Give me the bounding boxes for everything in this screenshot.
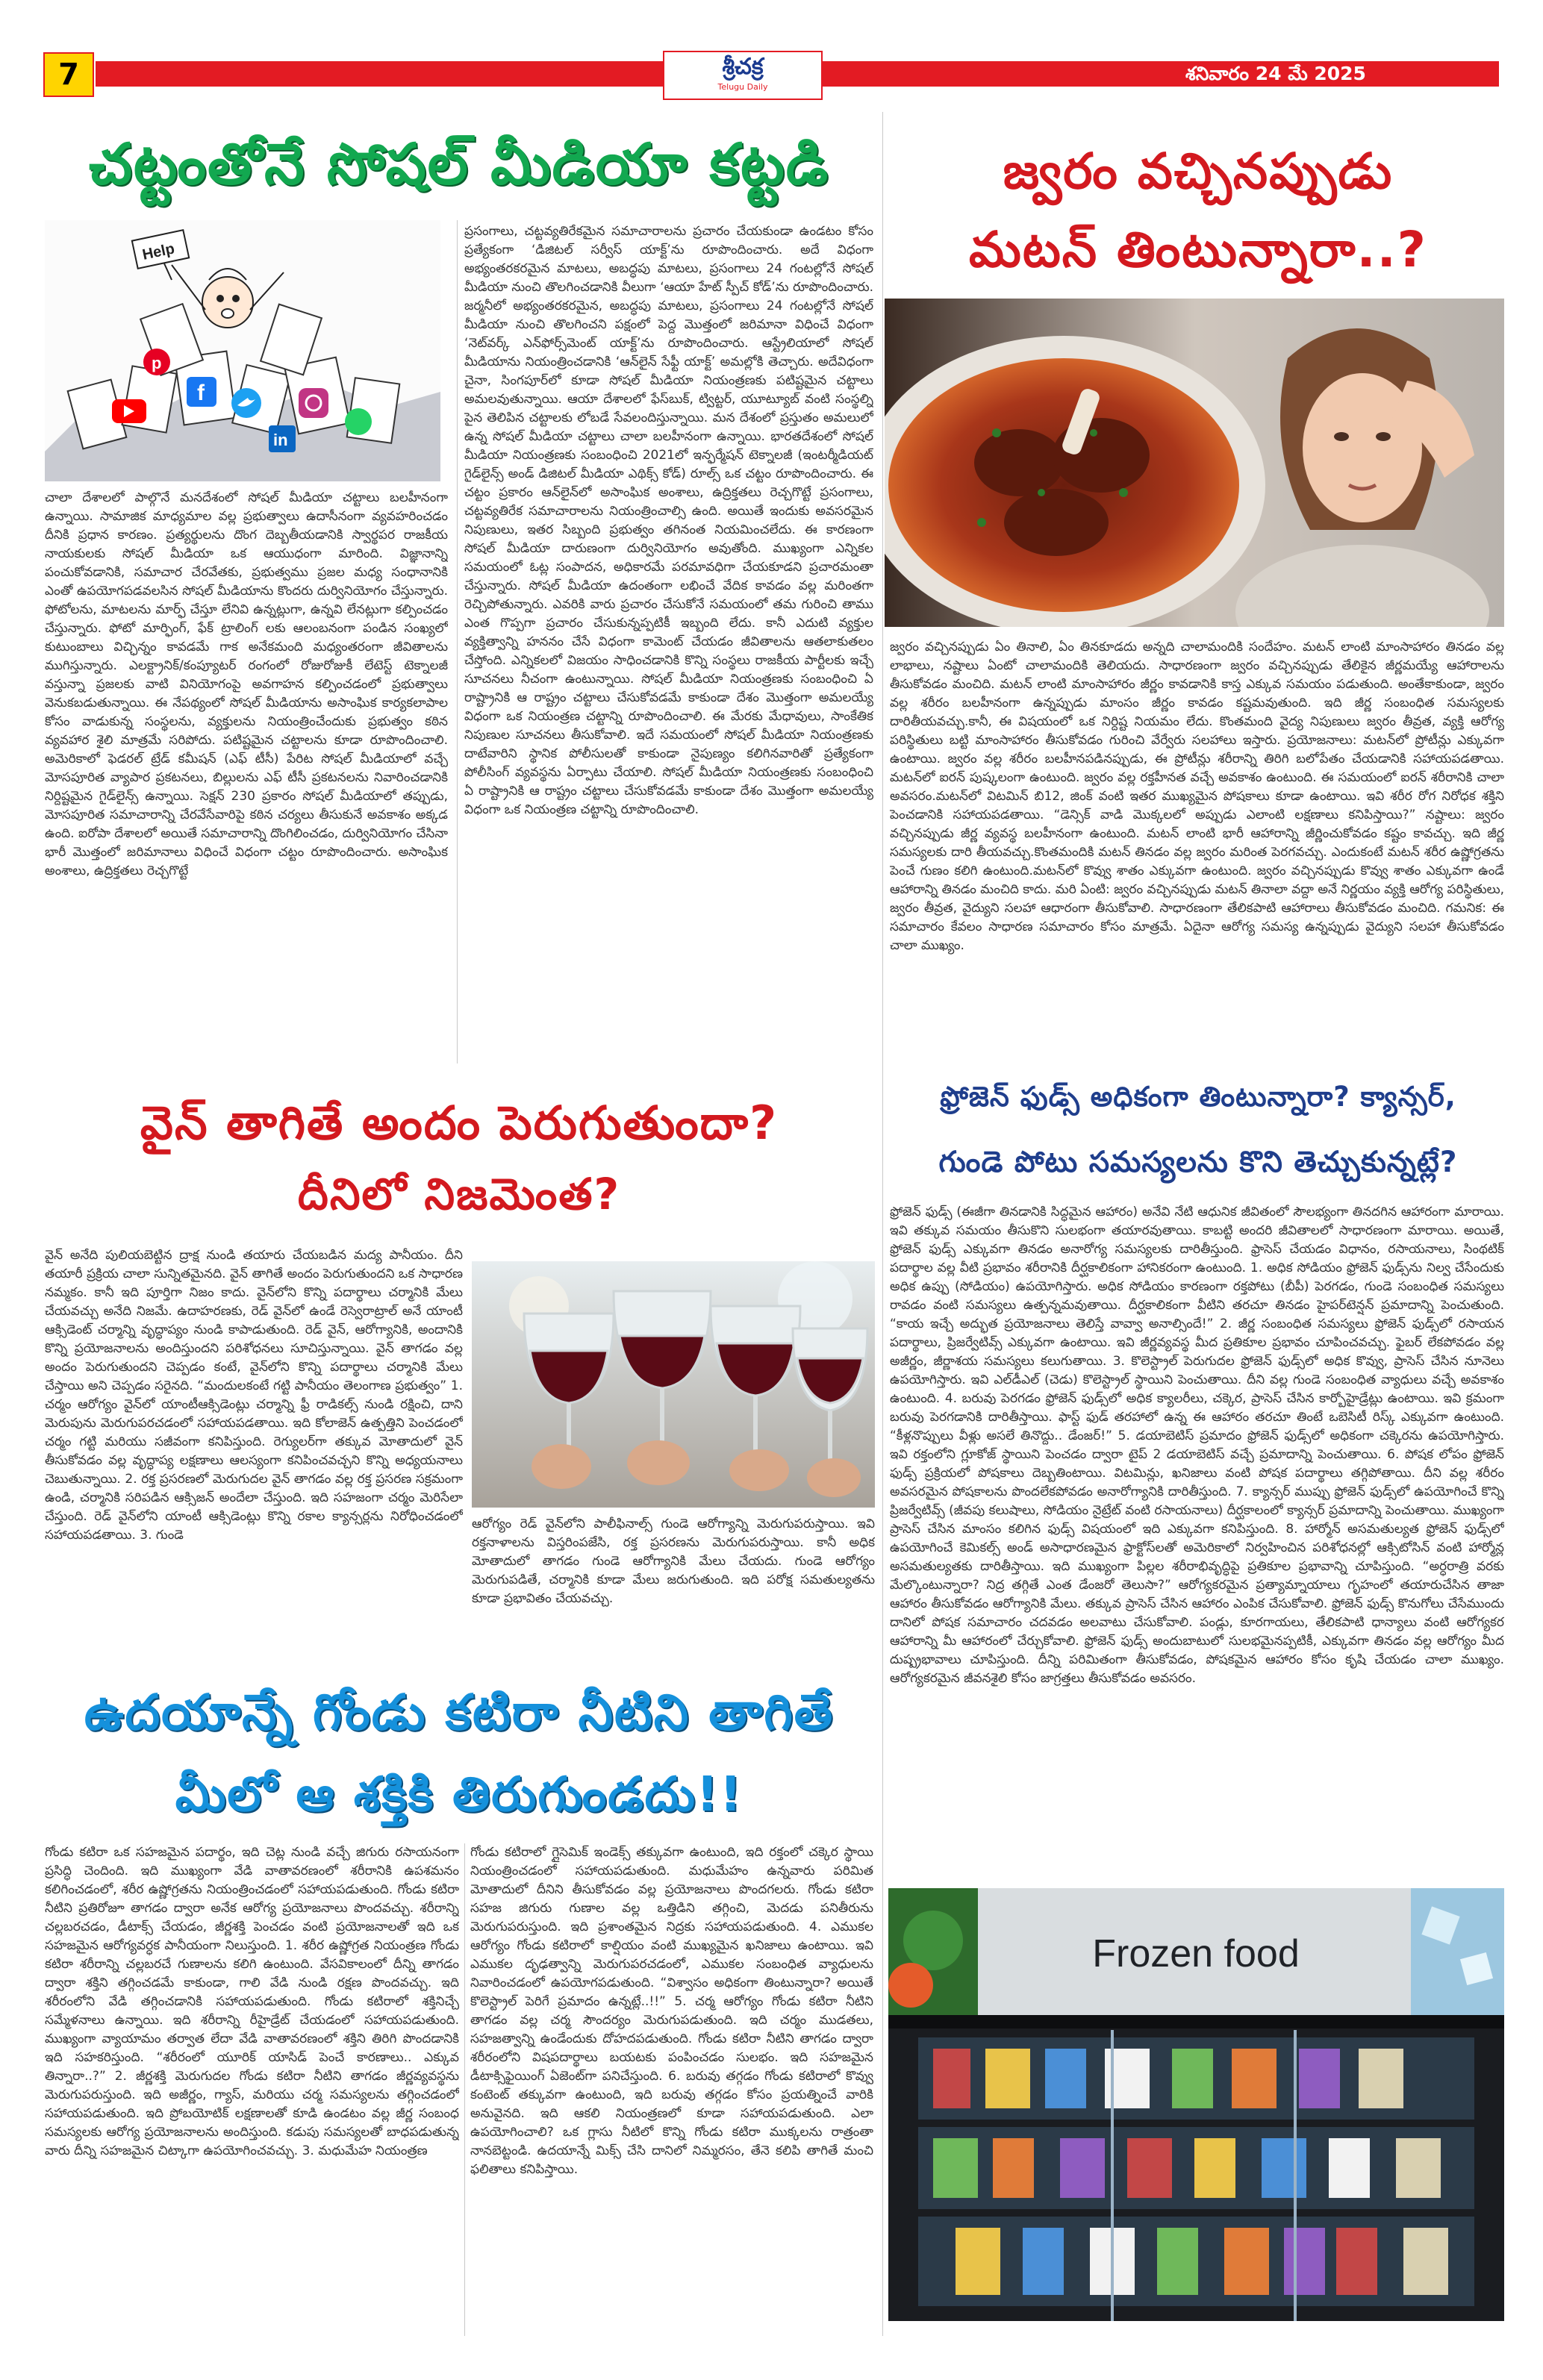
page-column-divider — [882, 112, 883, 2336]
gondu-paragraph-2: గోండు కటిరాలో గ్లైసెమిక్ ఇండెక్స్ తక్కువగా ఉంటుంది, ఇది రక్తంలో చక్కెర స్థాయి నియంత్రించడంలో సహాయపడుతుంది. మధుమేహం ఉన్నవారు పరిమిత మోతాదులో దీనిని తీసుకోవడం వల్ల ప్రయోజనాలు పొందగలరు. గోండు కటిరా సహజ జిగురు గుణాల వల్ల ఒత్తిడిని తగ్గించి, మెదడు పనితీరును మెరుగుపరుస్తుంది. ఇది ప్రశాంతమైన నిద్రకు సహాయపడుతుంది. 4. ఎముకల ఆరోగ్యం గోండు కటిరాలో కాల్షియం వంటి ముఖ్యమైన ఖనిజాలు ఉంటాయి. ఇవి ఎముకల దృఢత్వాన్ని మెరుగుపరచడంలో, ఎముకల సంబంధిత వ్యాధులను నివారించడంలో ఉపయోగపడుతుంది. “విశ్వాసం అధికంగా తింటున్నారా? అయితే కొలెస్ట్రాల్ పెరిగే ప్రమాదం ఉన్నట్లే..!!” 5. చర్మ ఆరోగ్యం గోండు కటిరా నీటిని తాగడం వల్ల చర్మ సౌందర్యం మెరుగుపడుతుంది. ఇది చర్మం ముడతలు, సహజత్వాన్ని ఉండేందుకు దోహదపడుతుంది. గోండు కటిరా నీటిని తాగడం ద్వారా శరీరంలోని విషపదార్థాలు బయటకు పంపించడం సులభం. ఇది సహజమైన డీటాక్సిఫైయింగ్ ఏజెంట్‌గా పనిచేస్తుంది. 6. బరువు తగ్గడం గోండు కటిరాలో కొవ్వు కంటెంట్ తక్కువగా ఉంటుంది, ఇది బరువు తగ్గడం కోసం ప్రయత్నించే వారికి అనువైనది. ఇది ఆకలి నియంత్రణలో కూడా సహాయపడుతుంది. ఎలా ఉపయోగించాలి? ఒక గ్లాసు నీటిలో కొన్ని గోండు కటిరా ముక్కలను రాత్రంతా నానబెట్టండి. ఉదయాన్నే మిక్స్ చేసి దానిలో నిమ్మరసం, తేనె కలిపి తాగితే మంచి ఫలితాలు కనిపిస్తాయి. — [470, 1845, 873, 2177]
svg-text:p: p — [152, 354, 162, 372]
frozen-paragraph: ఫ్రోజెన్ ఫుడ్స్ (ఈజీగా తినడానికి సిద్ధమైన ఆహారం) అనేవి నేటి ఆధునిక జీవితంలో సౌలభ్యంగా తినదగిన ఆహారంగా మారాయి. ఇవి తక్కువ సమయం తీసుకొని సులభంగా తయారవుతాయి. కాబట్టి అందరి జీవితాలలో సాధారణంగా మారాయి. అయితే, ఫ్రోజెన్ ఫుడ్స్ ఎక్కువగా తినడం అనారోగ్య సమస్యలకు దారితీస్తుంది. ఫ్రాసెస్ చేయడం విధానం, రసాయనాలు, సింథటిక్ పదార్థాల వల్ల వీటి ప్రభావం శరీరానికి దీర్ఘకాలికంగా హానికరంగా ఉంటుంది. 1. అధిక సోడియం ఫ్రోజెన్ ఫుడ్స్‌ను నిల్వ చేసేందుకు అధిక ఉప్పు (సోడియం) ఉపయోగిస్తారు. అధిక సోడియం కారణంగా రక్తపోటు (బీపీ) పెరగడం, గుండె సంబంధిత సమస్యలు రావడం వంటి సమస్యలు ఉత్పన్నమవుతాయి. దీర్ఘకాలికంగా వీటిని తరచూ తినడం హైపర్‌టెన్షన్ ప్రమాదాన్ని పెంచుతుంది. “కాయ ఇచ్చే అద్భుత ప్రయోజనాలు తెలిస్తే వావ్వా అనాల్సిందే!” 2. జీర్ణ సంబంధిత సమస్యలు ఫ్రోజెన్ ఫుడ్స్‌లో రసాయన పదార్థాలు, ప్రిజర్వేటివ్స్ ఎక్కువగా ఉంటాయి. ఇవి జీర్ణవ్యవస్థ మీద ప్రతికూల ప్రభావం చూపించవచ్చు. ఫైబర్ లేకపోవడం వల్ల అజీర్ణం, జీర్ణాశయ సమస్యలు కలుగుతాయి. 3. కొలెస్ట్రాల్ పెరుగుదల ఫ్రోజెన్ ఫుడ్స్‌లో అధిక కొవ్వు, ప్రాసెస్ చేసిన నూనెలు ఉపయోగిస్తారు. ఇవి ఎల్‌డీఎల్ (చెడు) కొలెస్ట్రాల్ స్థాయిని పెంచుతాయి. దీని వల్ల గుండె సంబంధిత వ్యాధులు వచ్చే అవకాశం ఉంటుంది. 4. బరువు పెరగడం ఫ్రోజెన్ ఫుడ్స్‌లో అధిక క్యాలరీలు, చక్కెర, ప్రాసెస్ చేసిన కార్బోహైడ్రేట్లు ఉంటాయి. ఇవి క్రమంగా బరువు పెరగడానికి దారితీస్తాయి. ఫాస్ట్ ఫుడ్ తరహాలో ఉన్న ఈ ఆహారం తరచూ తింటే ఒబెసిటీ రిస్క్ ఎక్కువగా ఉంటుంది. “కీళ్లనొప్పులు వీళ్లు అసలే తినొద్దు.. డేంజర్!” 5. డయాబెటిస్ ప్రమాదం ఫ్రోజెన్ ఫుడ్స్‌లో అధికంగా చక్కెరను ఉపయోగిస్తారు. ఇవి రక్తంలోని గ్లూకోజ్ స్థాయిని పెంచడం ద్వారా టైప్ 2 డయాబెటిస్ వచ్చే ప్రమాదాన్ని పెంచుతాయి. 6. పోషక లోపం ఫ్రోజెన్ ఫుడ్స్ ప్రక్రియలో పోషకాలు దెబ్బతింటాయి. విటమిన్లు, ఖనిజాలు వంటి పోషక పదార్థాలు తగ్గిపోతాయి. దీని వల్ల శరీరం అవసరమైన పోషకాలను పొందలేకపోవడం అనారోగ్యానికి దారితీస్తుంది. 7. క్యాన్సర్ ముప్పు ఫ్రోజెన్ ఫుడ్స్‌లో ఉపయోగించే కొన్ని ప్రిజర్వేటివ్స్ (జీవపు కలుషాలు, సోడియం నైట్రేట్ వంటి రసాయనాలు) దీర్ఘకాలంలో క్యాన్సర్ ప్రమాదాన్ని పెంచుతాయి. ముఖ్యంగా ప్రాసెస్ చేసిన మాంసం కలిగిన ఫుడ్స్ విషయంలో ఇది ఎక్కువగా కనిపిస్తుంది. 8. హార్మోన్ అసమతుల్యత ఫ్రోజెన్ ఫుడ్స్‌లో ఉపయోగించే కెమికల్స్ అండ్ అసాధారణమైన ఫ్రాక్టోస్‌లతో అమెరికాలో నిర్వహించిన పరిశోధనల్లో ఆక్సిటోసిన్ వంటి హార్మోన్ల అసమతుల్యతకు దారితీస్తాయి. ఇది ముఖ్యంగా పిల్లల శరీరాభివృద్ధిపై ప్రతికూల ప్రభావాన్ని చూపిస్తుంది. “అర్ధరాత్రి వరకు మేల్కొంటున్నారా? నిద్ర తగ్గితే ఎంత డేంజరో తెలుసా?” ఆరోగ్యకరమైన ప్రత్యామ్నాయాలు గృహంలో తయారుచేసిన తాజా ఆహారం తీసుకోవడం ఆరోగ్యానికి మేలు. తక్కువ ప్రాసెస్ చేసిన ఆహారం ఎంపిక చేసుకోవాలి. ఫ్రోజెన్ ఫుడ్స్ కొనుగోలు చేసేముందు దానిలో పోషక సమాచారం చదవడం అలవాటు చేసుకోవాలి. పండ్లు, కూరగాయలు, తేలికపాటి ధాన్యాలు వంటి ఆరోగ్యకర ఆహారాన్ని మీ ఆహారంలో చేర్చుకోవాలి. ఫ్రోజెన్ ఫుడ్స్ అందుబాటులో సులభమైనప్పటికీ, ఎక్కువగా తినడం వల్ల ఆరోగ్యం మీద దుష్ప్రభావాలు చూపిస్తుంది. దీన్ని పరిమితంగా తీసుకోవడం, పోషకమైన ఆహారం కోసం కృషి చేయడం చాలా ముఖ్యం. ఆరోగ్యకరమైన జీవనశైలి కోసం జాగ్రత్తలు తీసుకోవడం అవసరం. — [890, 1205, 1504, 1686]
frozen-headline-1: ఫ్రోజెన్ ఫుడ్స్ అధికంగా తింటున్నారా? క్యాన్సర్, — [940, 1081, 1456, 1113]
social-media-cartoon — [45, 220, 440, 481]
vegetable-photo-left — [888, 1888, 978, 2015]
help-label: Help — [140, 240, 176, 263]
frozen-food-photo — [888, 1888, 1504, 2321]
svg-text:in: in — [273, 431, 288, 449]
mutton-headline-2: మటన్ తింటున్నారా..? — [969, 221, 1427, 278]
column-divider — [457, 220, 458, 1063]
logo-text: శ్రీచక్ర — [722, 54, 764, 80]
wine-glasses-photo — [472, 1261, 875, 1508]
pinterest-icon — [143, 349, 170, 375]
masthead — [43, 52, 1499, 94]
masthead-date: శనివారం 24 మే 2025 — [1185, 63, 1366, 84]
mutton-fever-photo — [885, 299, 1504, 627]
mutton-paragraph: జ్వరం వచ్చినప్పుడు ఏం తినాలి, ఏం తినకూడదు అన్నది చాలామందికి సందేహం. మటన్ లాంటి మాంసాహారం తినడం వల్ల లాభాలు, నష్టాలు ఏంటో చాలామందికి తెలియదు. సాధారణంగా జ్వరం వచ్చినప్పుడు తేలికైన జీర్ణమయ్యే ఆహారాలను తీసుకోవడం మంచిది. మటన్ లాంటి మాంసాహారం జీర్ణం కావడానికి కాస్త ఎక్కువ సమయం పడుతుంది. అంతేకాకుండా, జ్వరం వల్ల శరీరం బలహీనంగా ఉన్నప్పుడు మాంసం జీర్ణం కావడం కష్టమవుతుంది. ఇది జీర్ణ సంబంధిత సమస్యలకు దారితీయవచ్చు.కానీ, ఈ విషయంలో ఒక నిర్దిష్ట నియమం లేదు. కొంతమంది వైద్య నిపుణులు జ్వరం తీవ్రత, వ్యక్తి ఆరోగ్య పరిస్థితులు బట్టి మాంసాహారం తీసుకోవడం గురించి వేర్వేరు సలహాలు ఇస్తారు. ప్రయోజనాలు: మటన్‌లో ప్రోటీన్లు ఎక్కువగా ఉంటాయి. జ్వరం వల్ల శరీరం బలహీనపడినప్పుడు, ఈ ప్రోటీన్లు శరీరాన్ని తిరిగి బలోపేతం చేయడానికి సహాయపడతాయి. మటన్‌లో ఐరన్ పుష్కలంగా ఉంటుంది. జ్వరం వల్ల రక్తహీనత వచ్చే అవకాశం ఉంటుంది. ఈ సమయంలో ఐరన్ శరీరానికి చాలా అవసరం.మటన్‌లో విటమిన్ బి12, జింక్ వంటి ఇతర ముఖ్యమైన పోషకాలు కూడా ఉంటాయి. ఇవి శరీర రోగ నిరోధక శక్తిని పెంచడానికి సహాయపడతాయి. “డెన్సిక్ వాడి మొక్కలలో అప్పుడు ఎలాంటి లక్షణాలు కనిపిస్తాయి?” నష్టాలు: జ్వరం వచ్చినప్పుడు జీర్ణ వ్యవస్థ బలహీనంగా ఉంటుంది. మటన్ లాంటి భారీ ఆహారాన్ని జీర్ణించుకోవడం కష్టం కావచ్చు. ఇది జీర్ణ సమస్యలకు దారి తీయవచ్చు.కొంతమందికి మటన్ తినడం వల్ల జ్వరం మరింత పెరగవచ్చు. ఎందుకంటే మటన్ శరీర ఉష్ణోగ్రతను పెంచే గుణం కలిగి ఉంటుంది.మటన్‌లో కొవ్వు శాతం ఎక్కువగా ఉంటుంది. జ్వరం వచ్చినప్పుడు కొవ్వు శాతం ఎక్కువగా ఉండే ఆహారాన్ని తినడం మంచిది కాదు. మరి ఏంటి: జ్వరం వచ్చినప్పుడు మటన్ తినాలా వద్దా అనే నిర్ణయం వ్యక్తి ఆరోగ్య పరిస్థితులు, జ్వరం తీవ్రత, వైద్యుని సలహా ఆధారంగా తీసుకోవాలి. సాధారణంగా తేలికపాటి ఆహారాలు తీసుకోవడం మంచిది. గమనిక: ఈ సమాచారం కేవలం సాధారణ సమాచారం కోసం మాత్రమే. ఏదైనా ఆరోగ్య సమస్య ఉన్నప్పుడు వైద్యుని సలహా తీసుకోవడం చాలా ముఖ్యం. — [890, 640, 1504, 953]
masthead-logo — [663, 51, 823, 100]
wine-headline-1: వైన్ తాగితే అందం పెరుగుతుందా? — [140, 1096, 779, 1150]
gondu-paragraph-1: గోండు కటిరా ఒక సహజమైన పదార్థం, ఇది చెట్ల నుండి వచ్చే జిగురు రసాయనంగా ప్రసిద్ధి చెందింది. ఇది ముఖ్యంగా వేడి వాతావరణంలో శరీరానికి ఉపశమనం కలిగించడంలో, శరీర ఉష్ణోగ్రతను నియంత్రించడంలో సహాయపడుతుంది. గోండు కటిరా నీటిని ప్రతిరోజూ తాగడం ద్వారా అనేక ఆరోగ్య ప్రయోజనాలు పొందవచ్చు. శరీరాన్ని చల్లబరచడం, డీటాక్స్ చేయడం, జీర్ణశక్తి పెంచడం వంటి ప్రయోజనాలతో ఇది ఒక సహజమైన ఆరోగ్యవర్ధక పానీయంగా నిలుస్తుంది. 1. శరీర ఉష్ణోగ్రత నియంత్రణ గోండు కటిరా శరీరాన్ని చల్లబరచే గుణాలను కలిగి ఉంటుంది. వేసవికాలంలో దీన్ని తాగడం ద్వారా శక్తిని తగ్గించడమే కాకుండా, గాలి వేడి నుండి రక్షణ పొందవచ్చు. ఇది శరీరంలోని వేడి తగ్గించడానికి సహాయపడుతుంది. గోండు కటిరాలో శక్తినిచ్చే సమ్మేళనాలు ఉన్నాయి. ఇది శరీరాన్ని రీహైడ్రేట్ చేయడంలో సహాయపడుతుంది. ముఖ్యంగా వ్యాయామం తర్వాత లేదా వేడి వాతావరణంలో శక్తిని తిరిగి పొందడానికి ఇది సహకరిస్తుంది. “శరీరంలో యూరిక్ యాసిడ్ పెంచే కారణాలు.. ఎక్కువ తిన్నారా..?” 2. జీర్ణశక్తి మెరుగుదల గోండు కటిరా నీటిని తాగడం జీర్ణవ్యవస్థను మెరుగుపరుస్తుంది. ఇది అజీర్ణం, గ్యాస్, మరియు చర్మ సమస్యలను తగ్గించడంలో సహాయపడుతుంది. ఇది ప్రోబయోటిక్ లక్షణాలతో కూడి ఉండటం వల్ల జీర్ణ సంబంధ సమస్యలకు ఆరోగ్య ప్రయోజనాలను అందిస్తుంది. కడుపు సమస్యలతో బాధపడుతున్న వారు దీన్ని సహజమైన చిట్కాగా ఉపయోగించవచ్చు. 3. మధుమేహ నియంత్రణ — [45, 1845, 459, 2158]
social-paragraph-1: చాలా దేశాలలో పాల్గొనే మనదేశంలో సోషల్ మీడియా చట్టాలు బలహీనంగా ఉన్నాయి. సామాజిక మాధ్యమాల వల్ల ప్రభుత్వాలు ఉదాసీనంగా వ్యవహరించడం దీనికి ప్రధాన కారణం. ప్రత్యర్థులను దొంగ దెబ్బతీయడానికి స్వార్థపర రాజకీయ నాయకులకు సోషల్ మీడియా ఒక ఆయుధంగా మారింది. విజ్ఞానాన్ని పంచుకోవడానికి, సమాచార చేరవేతకు, ప్రభుత్వము ప్రజల మధ్య సంధానానికి ఎంతో ఉపయోగపడవలసిన సోషల్ మీడియాను కొందరు దుర్వినియోగం చేస్తున్నారు. ఫోటోలను, మాటలను మార్ఫ్ చేస్తూ లేనివి ఉన్నట్లుగా, ఉన్నవి లేనట్లుగా కల్పించడం చేస్తున్నారు. ఫోటో మార్ఫింగ్, ఫేక్ ట్రాలింగ్ లకు ఆలంబనంగా పండిన సంఖ్యలో కుటుంబాలు విచ్ఛిన్నం కావడమే గాక అనేకమంది మధ్యంతరంగా జీవితాలను ముగిస్తున్నారు. ఎలక్ట్రానిక్/కంప్యూటర్ రంగంలో రోజురోజుకీ లేటెస్ట్ టెక్నాలజీ వస్తున్నా ప్రజలకు వాటి వినియోగంపై అవగాహన కల్పించడంలో ప్రభుత్వాలు వెనుకబడుతున్నాయి. ఈ నేపథ్యంలో సోషల్ మీడియాను అసాంఘిక కార్యకలాపాల కోసం వాడుకున్న సంస్థలను, వ్యక్తులను నియంత్రించేందుకు ప్రభుత్వం కఠిన వ్యవహార శైలి మాత్రమే సరిపోదు. పటిష్టమైన చట్టాలను కూడా రూపొందించాలి. అమెరికాలో ఫెడరల్ ట్రేడ్ కమీషన్ (ఎఫ్ టీసీ) పేరిట సోషల్ మీడియాలో వచ్చే మోసపూరిత వ్యాపార ప్రకటనలు, బిల్లులను ఎఫ్ టీసీ ప్రకటనలను నివారించడానికి నిర్దిష్టమైన గైడ్‌లైన్స్ ఉన్నాయి. సెక్షన్ 230 ప్రకారం సోషల్ మీడియాలో తప్పుడు, మోసపూరిత సమాచారాన్ని చేరవేసేవారిపై కఠిన చర్యలు తీసుకునే అవకాశం అక్కడ ఉంది. ఐరోపా దేశాలలో అయితే సమాచారాన్ని దొంగిలించడం, దుర్వినియోగం చేసినా భారీ మొత్తంలో జరిమానాలు విధించే విధంగా చట్టం రూపొందించారు. అసాంఘిక అంశాలు, ఉద్రిక్తతలు రెచ్చగొట్టే — [45, 490, 448, 878]
wine-paragraph-1: వైన్ అనేది పులియబెట్టిన ద్రాక్ష నుండి తయారు చేయబడిన మద్య పానీయం. దీని తయారీ ప్రక్రియ చాలా సున్నితమైనది. వైన్ తాగితే అందం పెరుగుతుందని ఒక సాధారణ నమ్మకం. కానీ ఇది పూర్తిగా నిజం కాదు. వైన్‌లోని కొన్ని పదార్థాలు చర్మానికి మేలు చేయవచ్చు అనేది నిజమే. ఉదాహరణకు, రెడ్ వైన్‌లో ఉండే రెస్వెరాట్రాల్ అనే యాంటీ ఆక్సిడెంట్ చర్మాన్ని వృద్ధాప్యం నుండి కాపాడుతుంది. రెడ్ వైన్, ఆరోగ్యానికి, అందానికి కొన్ని ప్రయోజనాలను అందిస్తుందని పరిశోధనలు సూచిస్తున్నాయి. వైన్ తాగడం వల్ల అందం పెరుగుతుందని చెప్పడం కంటే, వైన్‌లోని కొన్ని పదార్థాలు చర్మానికి మేలు చేస్తాయి అని చెప్పడం సరైనది. “మందులకంటే గట్టి పానీయం తెలంగాణ ప్రభుత్వం” 1. చర్మం ఆరోగ్యం వైన్‌లో యాంటీఆక్సిడెంట్లు చర్మాన్ని ఫ్రీ రాడికల్స్ నుండి రక్షించి, దాని మెరుపును మెరుగుపరచడంలో సహాయపడతాయి. ఇది కోలాజెన్ ఉత్పత్తిని పెంచడంలో చర్మం గట్టి మరియు సజీవంగా కనిపిస్తుంది. రెగ్యులర్‌గా తక్కువ మోతాదులో వైన్ తీసుకోవడం వల్ల వృద్ధాప్య లక్షణాలు ఆలస్యంగా కనిపించవచ్చని కొన్ని అధ్యయనాలు చెబుతున్నాయి. 2. రక్త ప్రసరణలో మెరుగుదల వైన్ తాగడం వల్ల రక్త ప్రసరణ సక్రమంగా ఉండి, చర్మానికి సరిపడిన ఆక్సిజన్ అందేలా చేస్తుంది. ఇది సహజంగా చర్మం మెరిసేలా చేస్తుంది. రెడ్ వైన్‌లోని యాంటీ ఆక్సిడెంట్లు కొన్ని రకాల క్యాన్సర్లను నిరోధించడంలో సహాయపడతాయి. 3. గుండె — [45, 1248, 463, 1543]
social-paragraph-2: ప్రసంగాలు, చట్టవ్యతిరేకమైన సమాచారాలను ప్రచారం చేయకుండా ఉండటం కోసం ప్రత్యేకంగా ‘డిజిటల్ సర్వీస్ యాక్ట్’ను రూపొందించారు. అదే విధంగా అభ్యంతరకరమైన మాటలు, అబద్ధపు మాటలు, ప్రసంగాలు 24 గంటల్లోనే సోషల్ మీడియా నుంచి తొలగించడానికి వీలుగా ‘ఆయా హేట్ స్పీచ్ కోడ్’ను రూపొందించారు. జర్మనీలో అభ్యంతరకరమైన, అబద్ధపు మాటలు, ప్రసంగాలు 24 గంటల్లోనే సోషల్ మీడియా నుంచి తొలగించని పక్షంలో పెద్ద మొత్తంలో జరిమానా విధించే విధంగా ‘నెట్‌వర్క్ ఎన్‌ఫోర్స్‌మెంట్ యాక్ట్’ను రూపొందించారు. ఆస్ట్రేలియాలో సోషల్ మీడియాను నియంత్రించడానికి ‘ఆన్‌లైన్ సేఫ్టీ యాక్ట్’ అమల్లోకి తెచ్చారు. అదేవిధంగా చైనా, సింగపూర్‌లో కూడా సోషల్ మీడియా నియంత్రణకు పటిష్టమైన చట్టాలు అమలవుతున్నాయి. ఆయా దేశాలలో ఫేస్‌బుక్, ట్విట్టర్, యూట్యూబ్ వంటి సంస్థల్ని పైన తెలిపిన చట్టాలకు లోబడే సేవలందిస్తున్నాయి. మన దేశంలో ప్రస్తుతం అమలులో ఉన్న సోషల్ మీడియా చట్టాలు చాలా బలహీనంగా ఉన్నాయి. భారతదేశంలో సోషల్ మీడియా నియంత్రణకు సంబంధించి 2021లో ఇన్ఫర్మేషన్ టెక్నాలజీ (ఇంటర్మీడియట్ గైడ్‌లైన్స్ అండ్ డిజిటల్ మీడియా ఎథిక్స్ కోడ్) రూల్స్ ఒక చట్టం రూపొందించారు. ఈ చట్టం ప్రకారం ఆన్‌లైన్‌లో అసాంఘిక అంశాలు, ఉద్రిక్తతలు రెచ్చగొట్టే ప్రసంగాలు, చట్టవ్యతిరేక సమాచారాలను నియంత్రించాల్సి ఉంది. అయితే ఇందుకు అవసరమైన నిపుణులు, ఇతర సిబ్బంది ప్రభుత్వం తగినంత నియమించలేదు. ఈ కారణంగా సోషల్ మీడియా దారుణంగా దుర్వినియోగం అవుతోంది. ముఖ్యంగా ఎన్నికల సమయంలో ఓట్ల సంపాదన, అధికారమే పరమావధిగా చేయకూడని ప్రచారమంతా చేస్తున్నారు. సోషల్ మీడియా ఉదంతంగా లభించే వేదిక కావడం వల్ల మరింతగా రెచ్చిపోతున్నారు. ఎవరికి వారు ప్రచారం చేసుకోనే సమయంలో తమ గురించి తాము ఎంత గొప్పగా ప్రచారం చేసుకున్నప్పటికీ ఇబ్బంది లేదు. కానీ ఎదుటి వ్యక్తుల వ్యక్తిత్వాన్ని హననం చేసే విధంగా కామెంట్ చేయడం జీవితాలను ఆతలాకుతలం చేస్తోంది. ఎన్నికలలో విజయం సాధించడానికి కొన్ని సంస్థలు రాజకీయ పార్టీలకు ఇచ్చే సూచనలు నీచంగా ఉంటున్నాయి. సోషల్ మీడియా నియంత్రణకు సంబంధించి ఏ రాష్ట్రానికి ఆ రాష్ట్రం చట్టాలు చేసుకోవడమే కాకుండా దేశం మొత్తంగా అమలయ్యే విధంగా ఒక నియంత్రణ చట్టాన్ని రూపొందించాలి. ఈ మేరకు మేధావులు, సాంకేతిక నిపుణుల సూచనలు తీసుకోవాలి. ఇదే సమయంలో సోషల్ మీడియా నియంత్రణకు దాటేవారిని స్థానిక పోలీసులతో కాకుండా నైపుణ్యం కలిగినవారితో ప్రత్యేకంగా పోలీసింగ్ వ్యవస్థను ఏర్పాటు చేయాలి. సోషల్ మీడియా నియంత్రణకు సంబంధించి ఏ రాష్ట్రానికి ఆ రాష్ట్రం చట్టాలు చేసుకోవడమే కాకుండా దేశం మొత్తంగా అమలయ్యే విధంగా ఒక నియంత్రణ చట్టాన్ని రూపొందించాలి. — [464, 224, 873, 817]
youtube-icon — [112, 399, 146, 423]
social-headline: చట్టంతోనే సోషల్ మీడియా కట్టడి — [89, 131, 829, 197]
wine-headline-2: దీనిలో నిజమెంత? — [297, 1169, 621, 1219]
frozen-food-sign: Frozen food — [1092, 1932, 1300, 1975]
instagram-icon — [299, 388, 328, 418]
twitter-icon — [231, 388, 261, 418]
column-divider-2 — [464, 1843, 465, 2336]
page-number: 7 — [43, 52, 94, 97]
ice-photo-right — [1411, 1888, 1504, 2015]
freezer-shelves — [918, 2030, 1474, 2321]
wine-paragraph-2: ఆరోగ్యం రెడ్ వైన్‌లోని పాలీఫినాల్స్ గుండె ఆరోగ్యాన్ని మెరుగుపరుస్తాయి. ఇవి రక్తనాళాలను విస్తరింపజేసి, రక్త ప్రసరణను మెరుగుపరుస్తాయి. కానీ అధిక మోతాదులో తాగడం గుండె ఆరోగ్యానికి మేలు చేయదు. గుండె ఆరోగ్యం మెరుగుపడితే, చర్మానికి కూడా మేలు జరుగుతుంది. ఇది పరోక్ష సమతుల్యతను కూడా ప్రభావితం చేయవచ్చు. — [472, 1517, 875, 1606]
mutton-headline-1: జ్వరం వచ్చినప్పుడు — [1003, 143, 1394, 200]
linkedin-icon — [269, 425, 296, 452]
frozen-headline-2: గుండె పోటు సమస్యలను కొని తెచ్చుకున్నట్లే? — [938, 1146, 1458, 1179]
whatsapp-icon — [345, 408, 372, 435]
gondu-headline-1: ఉదయాన్నే గోండు కటిరా నీటిని తాగితే — [84, 1684, 835, 1741]
facebook-icon — [187, 377, 216, 407]
cartoon-svg — [45, 220, 440, 481]
logo-subtext: Telugu Daily — [717, 82, 768, 92]
svg-text:f: f — [197, 381, 205, 405]
gondu-headline-2: మీలో ఆ శక్తికి తిరుగుండదు!! — [175, 1767, 744, 1823]
